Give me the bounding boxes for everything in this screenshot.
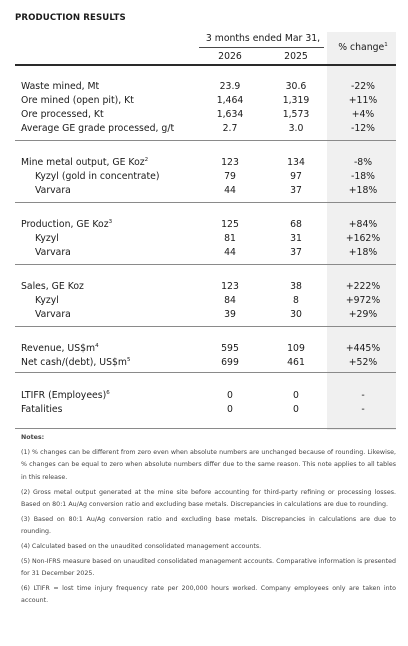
value-2026: 79 — [224, 171, 236, 182]
value-change: +18% — [348, 185, 378, 196]
value-change: +11% — [348, 95, 378, 106]
value-change: -22% — [350, 81, 376, 92]
value-2025: 3.0 — [288, 123, 304, 134]
value-2026: 1,634 — [216, 109, 244, 120]
value-2026: 44 — [224, 247, 236, 258]
value-2025: 30.6 — [285, 81, 307, 92]
value-2025: 68 — [290, 219, 302, 230]
row-label — [21, 108, 104, 121]
period-underline — [199, 47, 324, 48]
row-label-text: Kyzyl (gold in concentrate) — [35, 171, 160, 182]
value-change: -18% — [350, 171, 376, 182]
value-2025: 30 — [290, 309, 302, 320]
value-change: - — [361, 390, 365, 401]
value-2025: 461 — [287, 357, 305, 368]
row-label — [21, 94, 134, 107]
change-header — [330, 42, 396, 53]
value-change: +445% — [345, 343, 381, 354]
table-row — [0, 80, 408, 93]
value-2025: 38 — [290, 281, 302, 292]
value-2025: 37 — [290, 247, 302, 258]
footnote-marker: 5 — [126, 356, 131, 363]
row-label — [35, 246, 71, 259]
value-2026: 81 — [224, 233, 236, 244]
row-label-text: Average GE grade processed, g/t — [21, 123, 175, 134]
notes-section — [21, 434, 396, 610]
row-label — [21, 356, 130, 369]
note-4: (4) Calculated based on the unaudited consolidated management accounts. — [21, 543, 262, 551]
note-3: (3) Based on 80:1 Au/Ag conversion ratio and excluding base metals. Discrepancies in calculations are due to rounding. — [21, 515, 396, 536]
table-row — [0, 280, 408, 293]
table-row — [0, 356, 408, 369]
value-2025: 1,573 — [282, 109, 310, 120]
row-label-text: Varvara — [35, 247, 71, 258]
note-5: (5) Non-IFRS measure based on unaudited consolidated management accounts. Comparative information is presented for 31 December 2025. — [21, 557, 396, 578]
value-change: +52% — [348, 357, 378, 368]
group-divider — [15, 372, 396, 373]
table-row — [0, 122, 408, 135]
value-change: -8% — [353, 157, 373, 168]
row-label-text: Varvara — [35, 309, 71, 320]
change-header-footnote: 1 — [384, 42, 388, 48]
value-2025: 97 — [290, 171, 302, 182]
value-change: +4% — [351, 109, 375, 120]
row-label-text: Fatalities — [21, 404, 63, 415]
value-change: - — [361, 404, 365, 415]
row-label-text: Ore mined (open pit), Kt — [21, 95, 134, 106]
value-2026: 23.9 — [219, 81, 241, 92]
year-2025-header: 2025 — [284, 51, 308, 62]
row-label — [35, 170, 160, 183]
footnote-marker: 2 — [144, 156, 149, 163]
row-label-text: Production, GE Koz — [21, 219, 109, 230]
period-header: 3 months ended Mar 31, — [205, 33, 321, 44]
row-label — [21, 342, 99, 355]
note-2: (2) Gross metal output generated at the mine site before accounting for third-party refining or processing losses. Based on 80:1 Au/Ag conversion ratio and excluding base metals. Discrepancies in calculations are due to rounding. — [21, 488, 396, 509]
table-row — [0, 294, 408, 307]
note-6: (6) LTIFR = lost time injury frequency rate per 200,000 hours worked. Company employees only are taken into account. — [21, 585, 396, 605]
footnote-marker: 6 — [106, 389, 110, 396]
row-label — [35, 294, 59, 307]
value-2025: 134 — [287, 157, 305, 168]
row-label — [35, 308, 71, 321]
row-label-text: LTIFR (Employees) — [21, 390, 107, 401]
row-label — [21, 389, 110, 402]
value-2026: 2.7 — [222, 123, 238, 134]
row-label-text: Waste mined, Mt — [21, 81, 100, 92]
value-2025: 37 — [290, 185, 302, 196]
row-label-text: Mine metal output, GE Koz — [21, 157, 145, 168]
table-row — [0, 218, 408, 231]
value-2025: 31 — [290, 233, 302, 244]
footnote-marker: 4 — [95, 342, 99, 349]
year-2026-header: 2026 — [218, 51, 242, 62]
footnote-marker: 3 — [108, 218, 113, 225]
value-2026: 1,464 — [216, 95, 244, 106]
value-change: +162% — [345, 233, 381, 244]
table-row — [0, 232, 408, 245]
table-row — [0, 308, 408, 321]
value-2025: 8 — [293, 295, 299, 306]
table-row — [0, 246, 408, 259]
value-2025: 0 — [293, 404, 299, 415]
row-label-text: Kyzyl — [35, 233, 59, 244]
row-label-text: Varvara — [35, 185, 71, 196]
row-label-text: Kyzyl — [35, 295, 59, 306]
value-2026: 699 — [221, 357, 239, 368]
row-label-text: Sales, GE Koz — [21, 281, 84, 292]
table-row — [0, 342, 408, 355]
value-2026: 125 — [221, 219, 239, 230]
value-2026: 44 — [224, 185, 236, 196]
value-change: +972% — [345, 295, 381, 306]
table-row — [0, 108, 408, 121]
row-label — [21, 280, 84, 293]
value-2026: 595 — [221, 343, 239, 354]
row-label — [21, 156, 148, 169]
value-change: +18% — [348, 247, 378, 258]
value-2025: 109 — [287, 343, 305, 354]
row-label-text: Ore processed, Kt — [21, 109, 104, 120]
group-divider — [15, 264, 396, 265]
value-change: -12% — [350, 123, 376, 134]
value-2026: 0 — [227, 390, 233, 401]
value-2025: 1,319 — [282, 95, 310, 106]
row-label — [21, 80, 99, 93]
notes-title: Notes: — [21, 434, 45, 441]
group-divider — [15, 202, 396, 203]
header-rule — [15, 64, 396, 66]
page-title: PRODUCTION RESULTS — [15, 13, 126, 23]
value-2026: 84 — [224, 295, 236, 306]
value-change: +222% — [345, 281, 381, 292]
value-2026: 123 — [221, 281, 239, 292]
group-divider — [15, 140, 396, 141]
note-1: (1) % changes can be different from zero even when absolute numbers are unchanged because of rounding. Likewise, % changes can be equal to zero when absolute numbers differ due to the same reason. This note applies to all tables in this release. — [21, 449, 396, 481]
value-change: +84% — [348, 219, 378, 230]
row-label-text: Revenue, US$m — [21, 343, 96, 354]
row-label — [35, 184, 71, 197]
row-label — [21, 122, 174, 135]
value-2026: 39 — [224, 309, 236, 320]
row-label — [35, 232, 59, 245]
value-2026: 0 — [227, 404, 233, 415]
table-bottom-rule — [15, 428, 396, 429]
row-label — [21, 218, 112, 231]
value-2025: 0 — [293, 390, 299, 401]
table-row — [0, 403, 408, 416]
change-header-label: % change — [338, 42, 385, 54]
group-divider — [15, 326, 396, 327]
table-row — [0, 94, 408, 107]
table-row — [0, 389, 408, 402]
table-row — [0, 184, 408, 197]
table-row — [0, 170, 408, 183]
row-label-text: Net cash/(debt), US$m — [21, 357, 127, 368]
table-row — [0, 156, 408, 169]
row-label — [21, 403, 63, 416]
value-change: +29% — [348, 309, 378, 320]
value-2026: 123 — [221, 157, 239, 168]
